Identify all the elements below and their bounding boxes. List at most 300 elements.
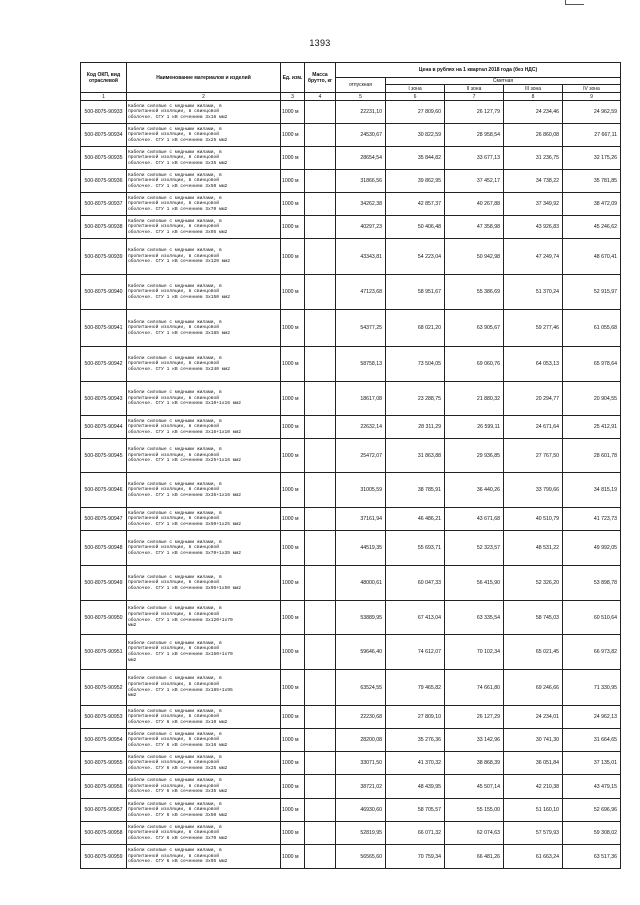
table-row bbox=[81, 170, 621, 193]
unit-cell: 1000 м bbox=[281, 170, 305, 193]
okp-code: 500-8075-90943 bbox=[81, 382, 127, 416]
okp-code: 500-8075-90947 bbox=[81, 508, 127, 531]
material-name bbox=[127, 147, 281, 170]
material-name-line: Кабели силовые с медными жилами, в bbox=[128, 172, 222, 178]
material-name bbox=[127, 799, 281, 822]
zone-4-price: 52 696,96 bbox=[563, 799, 621, 822]
material-name-line: пропитанной изоляции, в свинцовой bbox=[128, 714, 219, 720]
mass-cell bbox=[305, 845, 336, 869]
okp-code: 500-8075-90935 bbox=[81, 147, 127, 170]
zone-4-price: 60 510,64 bbox=[563, 601, 621, 635]
release-price: 34262,38 bbox=[336, 193, 386, 216]
table-row bbox=[81, 670, 621, 706]
zone-3-price: 40 510,79 bbox=[504, 508, 563, 531]
material-name-line: оболочке. СГУ 1 кВ сечением 3x150 мм2 bbox=[128, 294, 230, 300]
material-name bbox=[127, 601, 281, 635]
material-name-line: оболочке. СГУ 1 кВ сечением 3x95 мм2 bbox=[128, 229, 228, 235]
material-name bbox=[127, 275, 281, 310]
zone-1-price: 42 857,37 bbox=[386, 193, 445, 216]
table-row bbox=[81, 845, 621, 869]
zone-1-price: 23 288,75 bbox=[386, 382, 445, 416]
material-name bbox=[127, 416, 281, 439]
material-name-line: оболочке. СГУ 1 кВ сечением 3x35 мм2 bbox=[128, 160, 228, 166]
zone-3-price: 58 745,03 bbox=[504, 601, 563, 635]
material-name-line: пропитанной изоляции, в свинцовой bbox=[128, 424, 219, 430]
zone-4-price: 31 664,65 bbox=[563, 729, 621, 752]
okp-code: 500-8075-90937 bbox=[81, 193, 127, 216]
unit-cell: 1000 м bbox=[281, 799, 305, 822]
zone-3-price: 51 160,10 bbox=[504, 799, 563, 822]
okp-code: 500-8075-90950 bbox=[81, 601, 127, 635]
material-name-line: пропитанной изоляции, в свинцовой bbox=[128, 681, 219, 687]
material-name-line: Кабели силовые с медными жилами, в bbox=[128, 195, 222, 201]
material-name bbox=[127, 473, 281, 508]
material-name bbox=[127, 752, 281, 775]
material-name-line: Кабели силовые с медными жилами, в bbox=[128, 481, 222, 487]
material-name bbox=[127, 729, 281, 752]
unit-cell: 1000 м bbox=[281, 729, 305, 752]
material-name bbox=[127, 439, 281, 473]
unit-cell: 1000 м bbox=[281, 347, 305, 382]
table-row bbox=[81, 193, 621, 216]
release-price: 33071,50 bbox=[336, 752, 386, 775]
release-price: 44519,35 bbox=[336, 531, 386, 566]
material-name-line: пропитанной изоляции, в свинцовой bbox=[128, 201, 219, 207]
table-row bbox=[81, 635, 621, 670]
zone-4-price: 28 601,78 bbox=[563, 439, 621, 473]
zone-1-price: 48 439,95 bbox=[386, 775, 445, 799]
zone-4-price: 24 962,13 bbox=[563, 706, 621, 729]
material-name bbox=[127, 531, 281, 566]
zone-3-price: 65 021,45 bbox=[504, 635, 563, 670]
table-row bbox=[81, 799, 621, 822]
okp-code: 500-8075-90933 bbox=[81, 101, 127, 124]
material-name-line: пропитанной изоляции, в свинцовой bbox=[128, 646, 219, 652]
material-name-line: пропитанной изоляции, в свинцовой bbox=[128, 783, 219, 789]
material-name-line: оболочке. СГУ 1 кВ сечением 3x35+1x16 мм2 bbox=[128, 492, 242, 498]
material-name bbox=[127, 347, 281, 382]
zone-1-price: 55 693,71 bbox=[386, 531, 445, 566]
zone-2-price: 36 440,26 bbox=[445, 473, 504, 508]
material-name-line: пропитанной изоляции, в свинцовой bbox=[128, 830, 219, 836]
material-name-line: оболочке. СГУ 1 кВ сечением 3x25+1x16 мм2 bbox=[128, 458, 242, 464]
material-name-line: Кабели силовые с медными жилами, в bbox=[128, 283, 222, 289]
zone-2-price: 26 127,29 bbox=[445, 706, 504, 729]
material-name-line: Кабели силовые с медными жилами, в bbox=[128, 708, 222, 714]
material-name bbox=[127, 822, 281, 845]
zone-2-price: 55 386,69 bbox=[445, 275, 504, 310]
mass-cell bbox=[305, 239, 336, 275]
material-name-line: Кабели силовые с медными жилами, в bbox=[128, 248, 222, 254]
release-price: 58758,13 bbox=[336, 347, 386, 382]
material-name-line: мм2 bbox=[128, 623, 137, 629]
material-name-line: пропитанной изоляции, в свинцовой bbox=[128, 109, 219, 115]
release-price: 31005,59 bbox=[336, 473, 386, 508]
material-name-line: Кабели силовые с медными жилами, в bbox=[128, 319, 222, 325]
mass-cell bbox=[305, 124, 336, 147]
material-name bbox=[127, 382, 281, 416]
material-name-line: Кабели силовые с медными жилами, в bbox=[128, 149, 222, 155]
material-name-line: Кабели силовые с медными жилами, в bbox=[128, 447, 222, 453]
zone-3-price: 42 210,38 bbox=[504, 775, 563, 799]
zone-2-price: 70 102,34 bbox=[445, 635, 504, 670]
column-number: 3 bbox=[281, 93, 305, 101]
material-name-line: оболочке. СГУ 1 кВ сечением 3x185+1x95 bbox=[128, 687, 233, 693]
material-name bbox=[127, 124, 281, 147]
okp-code: 500-8075-90942 bbox=[81, 347, 127, 382]
table-row bbox=[81, 124, 621, 147]
table-row bbox=[81, 729, 621, 752]
unit-cell: 1000 м bbox=[281, 670, 305, 706]
zone-2-price: 47 358,98 bbox=[445, 216, 504, 239]
material-name bbox=[127, 193, 281, 216]
column-number: 9 bbox=[563, 93, 621, 101]
unit-cell: 1000 м bbox=[281, 101, 305, 124]
page-corner-mark bbox=[565, 0, 584, 5]
table-row bbox=[81, 239, 621, 275]
zone-1-price: 39 862,95 bbox=[386, 170, 445, 193]
material-name-line: оболочке. СГУ 1 кВ сечением 3x70+1x35 мм2 bbox=[128, 550, 242, 556]
zone-4-price: 25 412,91 bbox=[563, 416, 621, 439]
zone-4-price: 27 667,11 bbox=[563, 124, 621, 147]
material-name-line: Кабели силовые с медными жилами, в bbox=[128, 574, 222, 580]
zone-3-price: 24 234,01 bbox=[504, 706, 563, 729]
release-price: 43343,81 bbox=[336, 239, 386, 275]
material-name-line: оболочке. СГУ 1 кВ сечением 3x10+1x16 мм2 bbox=[128, 401, 242, 407]
zone-3-price: 30 741,30 bbox=[504, 729, 563, 752]
zone-2-price: 62 074,63 bbox=[445, 822, 504, 845]
material-name-line: пропитанной изоляции, в свинцовой bbox=[128, 516, 219, 522]
okp-code: 500-8075-90953 bbox=[81, 706, 127, 729]
zone-1-price: 58 705,57 bbox=[386, 799, 445, 822]
zone-2-price: 63 905,67 bbox=[445, 310, 504, 347]
material-name-line: пропитанной изоляции, в свинцовой bbox=[128, 178, 219, 184]
table-row bbox=[81, 147, 621, 170]
zone-1-price: 27 809,60 bbox=[386, 101, 445, 124]
zone-4-price: 65 978,64 bbox=[563, 347, 621, 382]
material-name-line: Кабели силовые с медными жилами, в bbox=[128, 801, 222, 807]
column-number: 7 bbox=[445, 93, 504, 101]
mass-cell bbox=[305, 416, 336, 439]
zone-1-price: 31 863,88 bbox=[386, 439, 445, 473]
material-name-line: Кабели силовые с медными жилами, в bbox=[128, 824, 222, 830]
zone-2-price: 74 661,80 bbox=[445, 670, 504, 706]
header-unit: Ед. изм. bbox=[281, 63, 305, 93]
material-name bbox=[127, 635, 281, 670]
okp-code: 500-8075-90938 bbox=[81, 216, 127, 239]
okp-code: 500-8075-90954 bbox=[81, 729, 127, 752]
zone-1-price: 28 311,29 bbox=[386, 416, 445, 439]
material-name-line: оболочке. СГУ 1 кВ сечением 3x50 мм2 bbox=[128, 183, 228, 189]
material-name-line: оболочке. СГУ 1 кВ сечением 3x50+1x25 мм2 bbox=[128, 521, 242, 527]
zone-1-price: 70 759,34 bbox=[386, 845, 445, 869]
zone-2-price: 29 936,85 bbox=[445, 439, 504, 473]
table-body bbox=[81, 101, 621, 869]
material-name-line: Кабели силовые с медными жилами, в bbox=[128, 778, 222, 784]
material-name-line: пропитанной изоляции, в свинцовой bbox=[128, 325, 219, 331]
material-name bbox=[127, 239, 281, 275]
table-row bbox=[81, 508, 621, 531]
header-zone-4: IV зона bbox=[563, 85, 621, 93]
okp-code: 500-8075-90946 bbox=[81, 473, 127, 508]
column-number: 6 bbox=[386, 93, 445, 101]
material-name-line: пропитанной изоляции, в свинцовой bbox=[128, 452, 219, 458]
zone-4-price: 59 308,02 bbox=[563, 822, 621, 845]
release-price: 24530,67 bbox=[336, 124, 386, 147]
material-name-line: оболочке. СГУ 6 кВ сечением 3x95 мм2 bbox=[128, 859, 228, 865]
material-name bbox=[127, 101, 281, 124]
release-price: 40297,23 bbox=[336, 216, 386, 239]
unit-cell: 1000 м bbox=[281, 566, 305, 601]
unit-cell: 1000 м bbox=[281, 752, 305, 775]
zone-1-price: 30 822,59 bbox=[386, 124, 445, 147]
zone-2-price: 56 415,90 bbox=[445, 566, 504, 601]
zone-3-price: 26 860,08 bbox=[504, 124, 563, 147]
zone-4-price: 61 055,68 bbox=[563, 310, 621, 347]
release-price: 38721,02 bbox=[336, 775, 386, 799]
unit-cell: 1000 м bbox=[281, 439, 305, 473]
material-name-line: пропитанной изоляции, в свинцовой bbox=[128, 487, 219, 493]
unit-cell: 1000 м bbox=[281, 216, 305, 239]
material-name bbox=[127, 566, 281, 601]
header-mass: Масса брутто, кг bbox=[305, 63, 336, 93]
mass-cell bbox=[305, 729, 336, 752]
okp-code: 500-8075-90934 bbox=[81, 124, 127, 147]
zone-3-price: 36 051,84 bbox=[504, 752, 563, 775]
zone-1-price: 68 021,20 bbox=[386, 310, 445, 347]
mass-cell bbox=[305, 275, 336, 310]
unit-cell: 1000 м bbox=[281, 124, 305, 147]
zone-4-price: 38 472,09 bbox=[563, 193, 621, 216]
material-name-line: оболочке. СГУ 1 кВ сечением 3x150+1x70 bbox=[128, 652, 233, 657]
zone-3-price: 52 326,20 bbox=[504, 566, 563, 601]
unit-cell: 1000 м bbox=[281, 706, 305, 729]
material-name-line: Кабели силовые с медными жилами, в bbox=[128, 418, 222, 424]
zone-4-price: 20 904,55 bbox=[563, 382, 621, 416]
price-table bbox=[80, 62, 621, 869]
material-name-line: оболочке. СГУ 6 кВ сечением 3x25 мм2 bbox=[128, 765, 228, 771]
zone-4-price: 71 330,95 bbox=[563, 670, 621, 706]
unit-cell: 1000 м bbox=[281, 822, 305, 845]
unit-cell: 1000 м bbox=[281, 473, 305, 508]
mass-cell bbox=[305, 531, 336, 566]
okp-code: 500-8075-90939 bbox=[81, 239, 127, 275]
release-price: 56565,60 bbox=[336, 845, 386, 869]
zone-2-price: 21 880,32 bbox=[445, 382, 504, 416]
release-price: 53889,95 bbox=[336, 601, 386, 635]
material-name-line: пропитанной изоляции, в свинцовой bbox=[128, 132, 219, 138]
zone-3-price: 34 738,22 bbox=[504, 170, 563, 193]
zone-3-price: 31 236,75 bbox=[504, 147, 563, 170]
zone-3-price: 69 246,66 bbox=[504, 670, 563, 706]
material-name-line: оболочке. СГУ 6 кВ сечением 3x10 мм2 bbox=[128, 719, 228, 725]
okp-code: 500-8075-90940 bbox=[81, 275, 127, 310]
mass-cell bbox=[305, 635, 336, 670]
zone-1-price: 66 071,32 bbox=[386, 822, 445, 845]
table-row bbox=[81, 347, 621, 382]
material-name-line: пропитанной изоляции, в свинцовой bbox=[128, 289, 219, 295]
zone-2-price: 26 599,11 bbox=[445, 416, 504, 439]
table-row bbox=[81, 775, 621, 799]
zone-1-price: 35 276,36 bbox=[386, 729, 445, 752]
release-price: 28200,08 bbox=[336, 729, 386, 752]
zone-3-price: 27 767,50 bbox=[504, 439, 563, 473]
release-price: 52819,95 bbox=[336, 822, 386, 845]
material-name-line: Кабели силовые с медными жилами, в bbox=[128, 640, 222, 646]
zone-4-price: 34 815,19 bbox=[563, 473, 621, 508]
zone-4-price: 45 246,62 bbox=[563, 216, 621, 239]
material-name-line: Кабели силовые с медными жилами, в bbox=[128, 676, 222, 682]
table-row bbox=[81, 822, 621, 845]
release-price: 22230,68 bbox=[336, 706, 386, 729]
material-name bbox=[127, 706, 281, 729]
mass-cell bbox=[305, 752, 336, 775]
release-price: 25472,07 bbox=[336, 439, 386, 473]
zone-1-price: 74 612,07 bbox=[386, 635, 445, 670]
material-name-line: оболочке. СГУ 1 кВ сечением 3x185 мм2 bbox=[128, 330, 230, 336]
mass-cell bbox=[305, 216, 336, 239]
zone-1-price: 50 406,48 bbox=[386, 216, 445, 239]
mass-cell bbox=[305, 566, 336, 601]
mass-cell bbox=[305, 775, 336, 799]
material-name-line: пропитанной изоляции, в свинцовой bbox=[128, 224, 219, 230]
table-row bbox=[81, 473, 621, 508]
table-row bbox=[81, 531, 621, 566]
material-name-line: пропитанной изоляции, в свинцовой bbox=[128, 580, 219, 586]
mass-cell bbox=[305, 822, 336, 845]
material-name-line: оболочке. СГУ 1 кВ сечением 3x240 мм2 bbox=[128, 366, 230, 372]
mass-cell bbox=[305, 706, 336, 729]
material-name-line: пропитанной изоляции, в свинцовой bbox=[128, 545, 219, 551]
zone-2-price: 43 671,68 bbox=[445, 508, 504, 531]
release-price: 46930,60 bbox=[336, 799, 386, 822]
release-price: 63524,55 bbox=[336, 670, 386, 706]
table-row bbox=[81, 101, 621, 124]
table-row bbox=[81, 601, 621, 635]
zone-4-price: 52 915,97 bbox=[563, 275, 621, 310]
material-name-line: оболочке. СГУ 1 кВ сечением 3x120+1x70 bbox=[128, 617, 233, 623]
table-row bbox=[81, 566, 621, 601]
zone-2-price: 63 335,54 bbox=[445, 601, 504, 635]
material-name-line: оболочке. СГУ 1 кВ сечением 3x120 мм2 bbox=[128, 259, 230, 265]
column-number: 1 bbox=[81, 93, 127, 101]
material-name-line: пропитанной изоляции, в свинцовой bbox=[128, 807, 219, 813]
zone-4-price: 66 973,82 bbox=[563, 635, 621, 670]
okp-code: 500-8075-90951 bbox=[81, 635, 127, 670]
material-name-line: Кабели силовые с медными жилами, в bbox=[128, 390, 222, 396]
mass-cell bbox=[305, 310, 336, 347]
zone-1-price: 60 047,33 bbox=[386, 566, 445, 601]
material-name-line: Кабели силовые с медными жилами, в bbox=[128, 606, 222, 612]
header-zone-1: I зона bbox=[386, 85, 445, 93]
mass-cell bbox=[305, 193, 336, 216]
zone-4-price: 35 781,85 bbox=[563, 170, 621, 193]
material-name bbox=[127, 310, 281, 347]
column-number-row bbox=[81, 93, 621, 101]
zone-1-price: 54 223,04 bbox=[386, 239, 445, 275]
release-price: 47123,68 bbox=[336, 275, 386, 310]
zone-2-price: 38 868,39 bbox=[445, 752, 504, 775]
material-name-line: Кабели силовые с медными жилами, в bbox=[128, 126, 222, 132]
material-name-line: оболочке. СГУ 1 кВ сечением 3x95+1x50 мм2 bbox=[128, 585, 242, 591]
zone-3-price: 48 531,22 bbox=[504, 531, 563, 566]
okp-code: 500-8075-90956 bbox=[81, 775, 127, 799]
material-name-line: Кабели силовые с медными жилами, в bbox=[128, 754, 222, 760]
mass-cell bbox=[305, 147, 336, 170]
zone-4-price: 37 135,01 bbox=[563, 752, 621, 775]
material-name-line: оболочке. СГУ 6 кВ сечением 3x50 мм2 bbox=[128, 812, 228, 818]
unit-cell: 1000 м bbox=[281, 845, 305, 869]
unit-cell: 1000 м bbox=[281, 147, 305, 170]
material-name-line: пропитанной изоляции, в свинцовой bbox=[128, 395, 219, 401]
zone-1-price: 58 951,67 bbox=[386, 275, 445, 310]
header-code: Код ОКП, вид отраслевой bbox=[81, 63, 127, 93]
table-row bbox=[81, 416, 621, 439]
unit-cell: 1000 м bbox=[281, 239, 305, 275]
material-name bbox=[127, 670, 281, 706]
zone-3-price: 33 799,66 bbox=[504, 473, 563, 508]
zone-1-price: 38 785,91 bbox=[386, 473, 445, 508]
unit-cell: 1000 м bbox=[281, 601, 305, 635]
release-price: 28654,54 bbox=[336, 147, 386, 170]
zone-4-price: 24 962,59 bbox=[563, 101, 621, 124]
mass-cell bbox=[305, 508, 336, 531]
zone-3-price: 57 579,93 bbox=[504, 822, 563, 845]
table-row bbox=[81, 310, 621, 347]
material-name-line: пропитанной изоляции, в свинцовой bbox=[128, 361, 219, 367]
okp-code: 500-8075-90957 bbox=[81, 799, 127, 822]
table-row bbox=[81, 275, 621, 310]
release-price: 37161,94 bbox=[336, 508, 386, 531]
release-price: 59646,40 bbox=[336, 635, 386, 670]
header-price-title: Цена в рублях на 1 квартал 2018 года (без НДС) bbox=[336, 63, 621, 78]
unit-cell: 1000 м bbox=[281, 775, 305, 799]
zone-3-price: 64 053,13 bbox=[504, 347, 563, 382]
zone-3-price: 43 926,83 bbox=[504, 216, 563, 239]
material-name-line: Кабели силовые с медными жилами, в bbox=[128, 103, 222, 109]
zone-3-price: 59 277,46 bbox=[504, 310, 563, 347]
zone-2-price: 26 127,79 bbox=[445, 101, 504, 124]
zone-3-price: 47 249,74 bbox=[504, 239, 563, 275]
zone-2-price: 45 507,14 bbox=[445, 775, 504, 799]
table-row bbox=[81, 382, 621, 416]
material-name-line: оболочке. СГУ 1 кВ сечением 3x16 мм2 bbox=[128, 114, 228, 120]
header-estimate-price: Сметная bbox=[386, 78, 621, 85]
material-name-line: пропитанной изоляции, в свинцовой bbox=[128, 155, 219, 161]
release-price: 22231,10 bbox=[336, 101, 386, 124]
column-number: 8 bbox=[504, 93, 563, 101]
release-price: 48000,61 bbox=[336, 566, 386, 601]
material-name-line: Кабели силовые с медными жилами, в bbox=[128, 731, 222, 737]
release-price: 18617,08 bbox=[336, 382, 386, 416]
zone-3-price: 51 370,24 bbox=[504, 275, 563, 310]
mass-cell bbox=[305, 670, 336, 706]
okp-code: 500-8075-90952 bbox=[81, 670, 127, 706]
table-row bbox=[81, 752, 621, 775]
material-name-line: Кабели силовые с медными жилами, в bbox=[128, 510, 222, 516]
unit-cell: 1000 м bbox=[281, 531, 305, 566]
zone-2-price: 69 060,76 bbox=[445, 347, 504, 382]
zone-3-price: 20 294,77 bbox=[504, 382, 563, 416]
zone-4-price: 43 479,15 bbox=[563, 775, 621, 799]
zone-2-price: 33 142,96 bbox=[445, 729, 504, 752]
zone-4-price: 63 517,36 bbox=[563, 845, 621, 869]
okp-code: 500-8075-90944 bbox=[81, 416, 127, 439]
zone-2-price: 33 677,13 bbox=[445, 147, 504, 170]
okp-code: 500-8075-90948 bbox=[81, 531, 127, 566]
header-zone-3: III зона bbox=[504, 85, 563, 93]
material-name bbox=[127, 775, 281, 799]
